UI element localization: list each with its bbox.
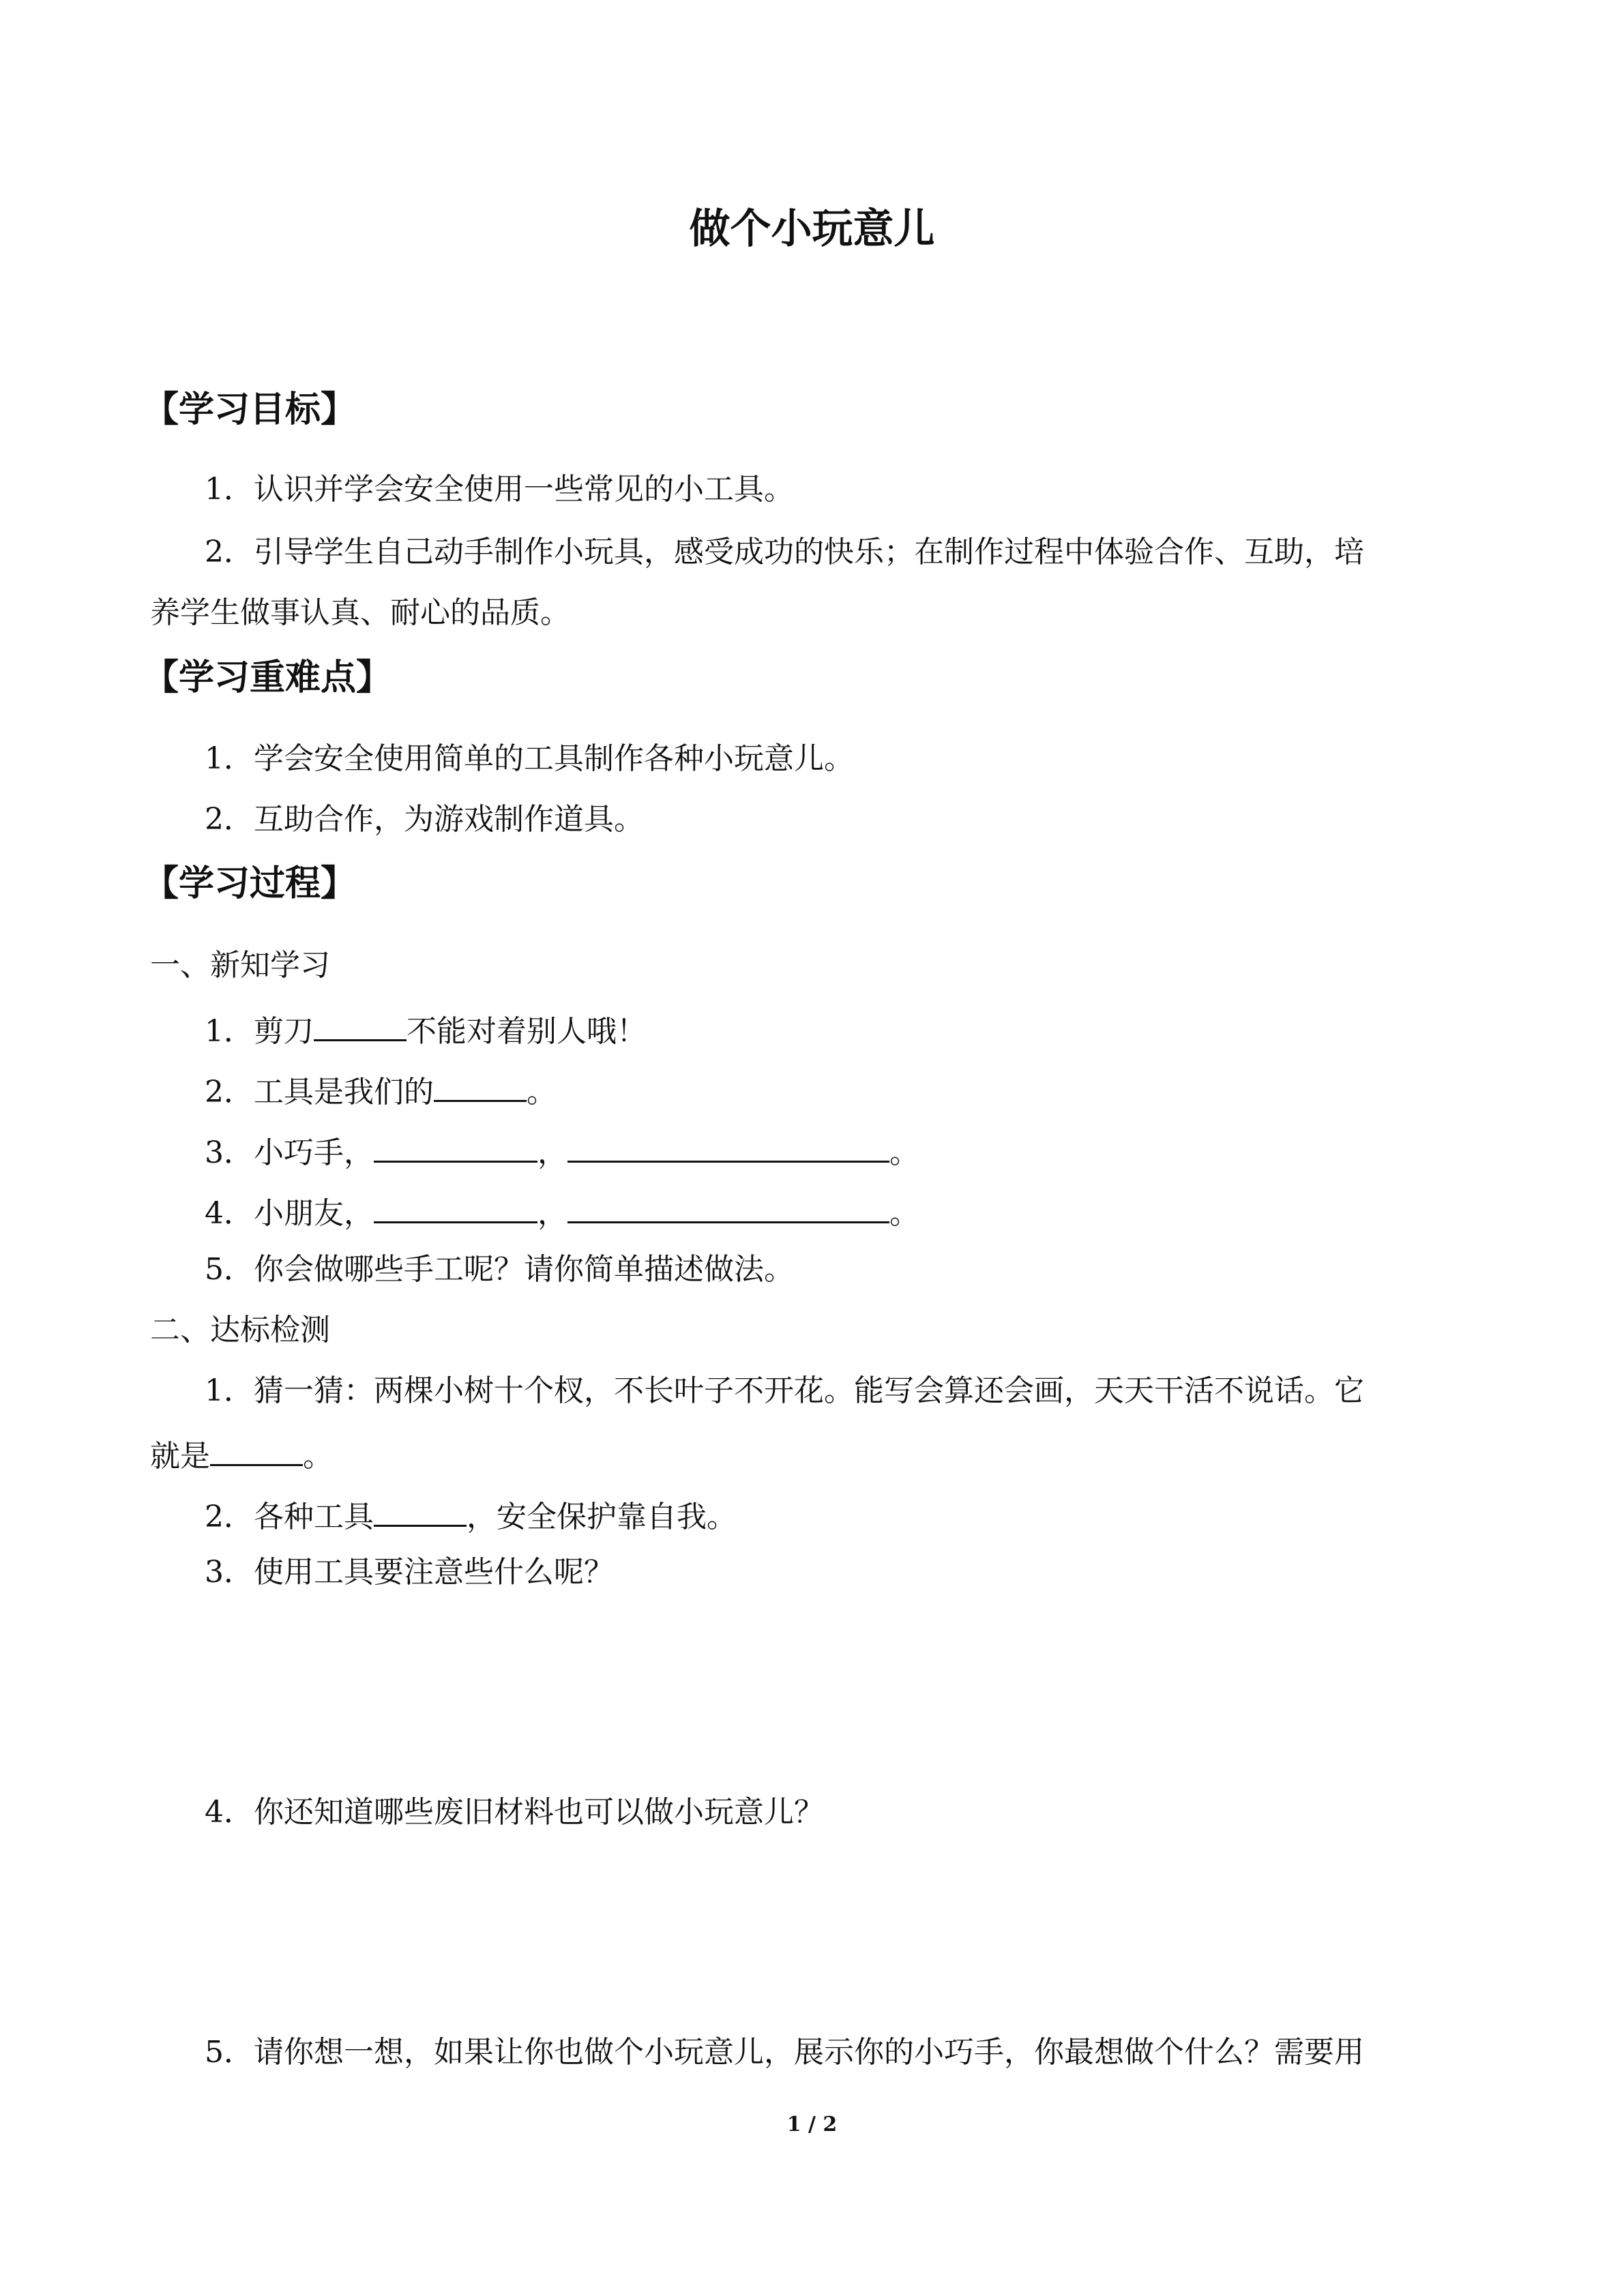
part-2-question-1-line-1: 1．猜一猜：两棵小树十个杈，不长叶子不开花。能写会算还会画，天天干活不说话。它: [205, 1373, 1364, 1408]
question-text: 3．小巧手，: [205, 1135, 374, 1170]
answer-blank[interactable]: [374, 1191, 537, 1223]
page-number: 1 / 2: [786, 2113, 838, 2136]
question-text: 4．小朋友，: [205, 1196, 374, 1231]
goal-item-2-line-2: 养学生做事认真、耐心的品质。: [150, 595, 570, 630]
answer-blank[interactable]: [374, 1495, 467, 1527]
goals-heading: 【学习目标】: [143, 389, 357, 430]
part-1-question-2: [205, 1070, 557, 1111]
process-heading: 【学习过程】: [143, 863, 357, 904]
question-text: 。: [889, 1196, 919, 1231]
part-2-question-3: 3．使用工具要注意些什么呢？: [205, 1555, 614, 1590]
answer-blank[interactable]: [567, 1131, 889, 1163]
question-text: 不能对着别人哦！: [407, 1014, 647, 1049]
question-text: 。: [889, 1135, 919, 1170]
part-1-question-5: 5．你会做哪些手工呢？请你简单描述做法。: [205, 1252, 794, 1287]
question-text: ，: [537, 1196, 567, 1231]
document-title: 做个小玩意儿: [689, 205, 935, 253]
key-points-heading: 【学习重难点】: [143, 657, 392, 698]
part-1-question-3: [205, 1131, 919, 1172]
part-2-question-2: [205, 1495, 737, 1536]
answer-blank[interactable]: [210, 1434, 303, 1466]
part-2-question-1-line-2: [150, 1434, 333, 1475]
question-text: 。: [303, 1439, 333, 1474]
question-text: ，: [537, 1135, 567, 1170]
answer-blank[interactable]: [434, 1070, 527, 1102]
part-2-question-5: 5．请你想一想，如果让你也做个小玩意儿，展示你的小巧手，你最想做个什么？需要用: [205, 2035, 1364, 2070]
part-1-question-4: [205, 1191, 919, 1232]
key-point-item-2: 2．互助合作，为游戏制作道具。: [205, 802, 644, 837]
goal-item-1: 1．认识并学会安全使用一些常见的小工具。: [205, 472, 794, 507]
question-text: 2．各种工具: [205, 1500, 374, 1534]
question-text: ，安全保护靠自我。: [467, 1500, 737, 1534]
part-1-heading: 一、新知学习: [150, 948, 330, 983]
goal-item-2-line-1: 2．引导学生自己动手制作小玩具，感受成功的快乐；在制作过程中体验合作、互助，培: [205, 535, 1364, 569]
key-point-item-1: 1．学会安全使用简单的工具制作各种小玩意儿。: [205, 741, 854, 776]
answer-blank[interactable]: [314, 1009, 407, 1041]
part-1-question-1: [205, 1009, 647, 1050]
question-text: 。: [527, 1075, 557, 1109]
part-2-heading: 二、达标检测: [150, 1313, 330, 1347]
answer-blank[interactable]: [374, 1131, 537, 1163]
answer-blank[interactable]: [567, 1191, 889, 1223]
question-text: 2．工具是我们的: [205, 1075, 434, 1109]
question-text: 1．剪刀: [205, 1014, 314, 1049]
question-text: 就是: [150, 1439, 210, 1474]
part-2-question-4: 4．你还知道哪些废旧材料也可以做小玩意儿？: [205, 1795, 824, 1830]
